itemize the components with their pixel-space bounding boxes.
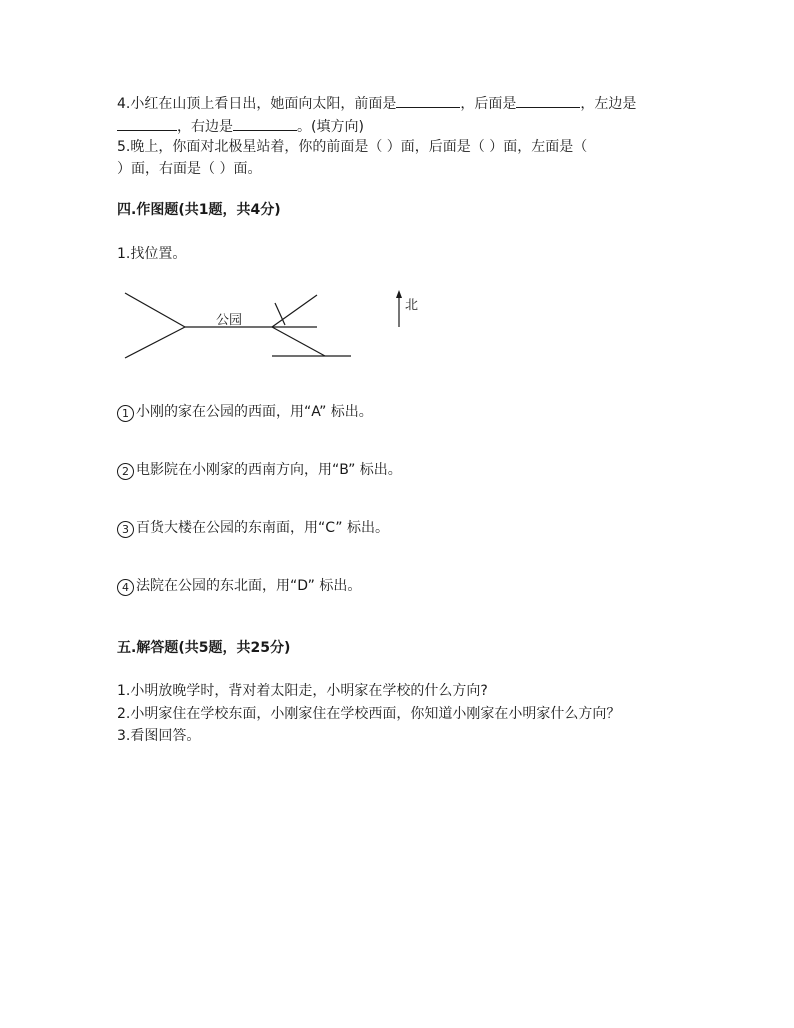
west-road-upper <box>125 293 185 327</box>
section-4-question-1-title: 1.找位置。 <box>117 246 187 262</box>
section-4-heading: 四.作图题(共1题，共4分) <box>117 202 281 218</box>
circled-number-1: 1 <box>117 405 134 422</box>
west-road-lower <box>125 327 185 358</box>
map-task-3-text: 百货大楼在公园的东南面，用“C” 标出。 <box>136 520 389 536</box>
north-arrow-icon <box>396 290 402 298</box>
question-5-line-1: 5.晚上，你面对北极星站着，你的前面是（ ）面，后面是（ ）面，左面是（ <box>117 139 588 155</box>
answer-blank-right[interactable] <box>233 116 297 131</box>
question-4-line-2 <box>117 116 364 137</box>
q4-text-front: 4.小红在山顶上看日出，她面向太阳，前面是 <box>117 96 397 112</box>
map-task-1-text: 小刚的家在公园的西面，用“A” 标出。 <box>136 404 373 420</box>
section-5-question-1: 1.小明放晚学时，背对着太阳走，小明家在学校的什么方向? <box>117 683 488 699</box>
circled-number-3: 3 <box>117 521 134 538</box>
answer-blank-back[interactable] <box>516 93 580 108</box>
question-5-line-2: ）面，右面是（ ）面。 <box>117 161 262 177</box>
map-task-1 <box>117 402 373 422</box>
park-label: 公园 <box>216 313 243 328</box>
map-task-4 <box>117 576 361 596</box>
section-5-heading: 五.解答题(共5题，共25分) <box>117 640 291 656</box>
north-label: 北 <box>405 298 419 313</box>
map-task-4-text: 法院在公园的东北面，用“D” 标出。 <box>136 578 362 594</box>
east-road-diagonal <box>272 327 325 356</box>
circled-number-2: 2 <box>117 463 134 480</box>
q4-text-back: ，后面是 <box>460 96 517 112</box>
q4-text-right: ，右边是 <box>177 119 233 135</box>
section-5-question-3: 3.看图回答。 <box>117 728 201 744</box>
question-4-line-1 <box>117 93 636 114</box>
map-task-2-text: 电影院在小刚家的西南方向，用“B” 标出。 <box>136 462 402 478</box>
map-task-3 <box>117 518 389 538</box>
answer-blank-front[interactable] <box>396 93 460 108</box>
circled-number-4: 4 <box>117 579 134 596</box>
answer-blank-left[interactable] <box>117 116 177 131</box>
section-5-question-2: 2.小明家住在学校东面，小刚家住在学校西面，你知道小刚家在小明家什么方向？ <box>117 706 621 722</box>
q4-text-end: 。(填方向) <box>297 119 364 135</box>
location-map-diagram <box>117 285 437 370</box>
map-task-2 <box>117 460 402 480</box>
q4-text-left: ，左边是 <box>580 96 637 112</box>
